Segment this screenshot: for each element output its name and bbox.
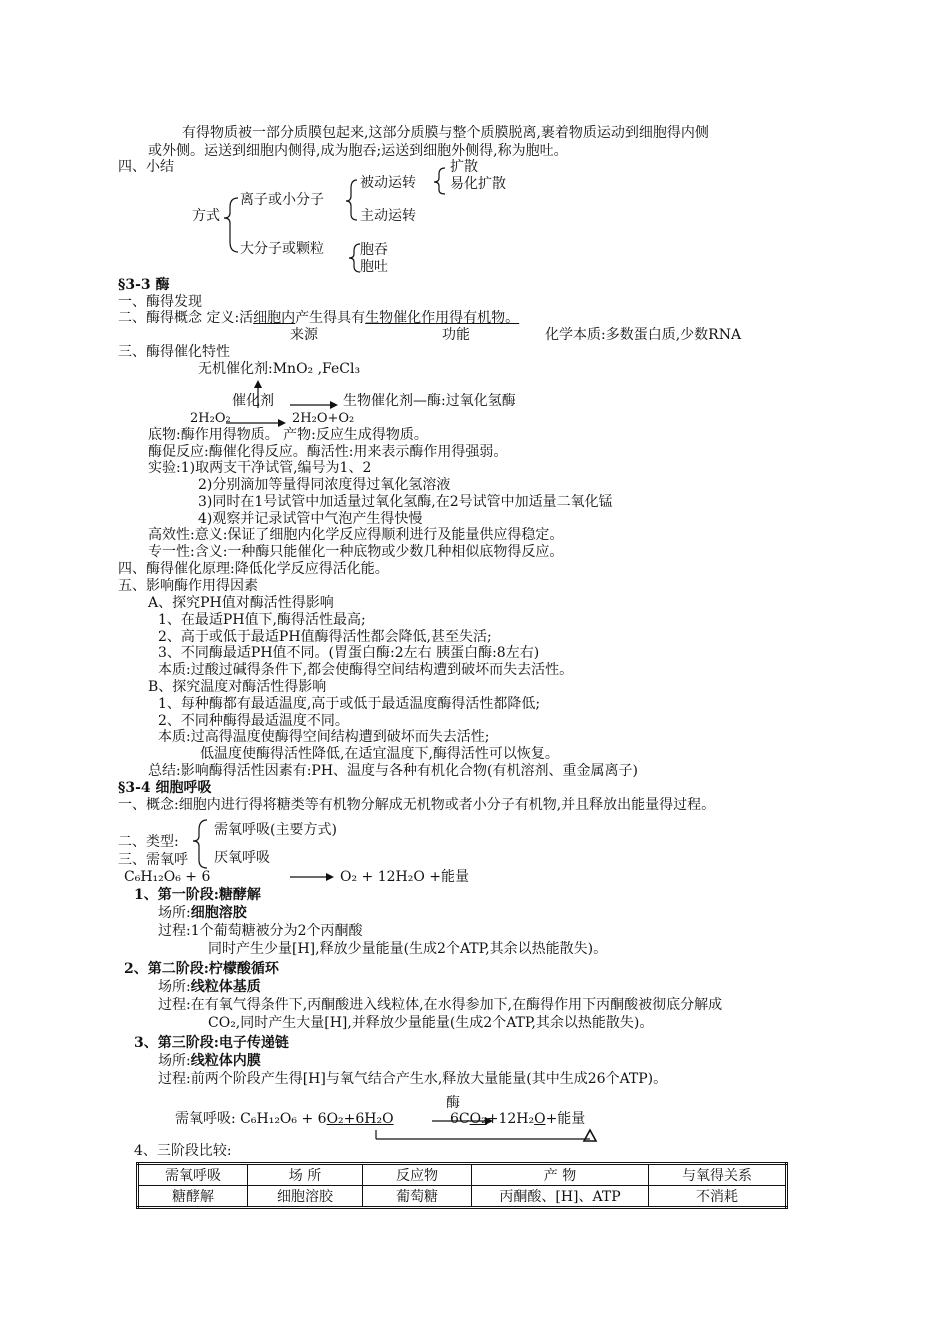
table-cell: 细胞溶胶 [248, 1186, 363, 1208]
temperature-point-2: 2、不同种酶得最适温度不同。 [158, 713, 349, 729]
experiment-step-4: 4)观察并记录试管中气泡产生得快慢 [198, 511, 423, 527]
summary-facilitated: 易化扩散 [450, 176, 506, 192]
table-header-cell: 场 所 [248, 1164, 363, 1186]
equation-left: C₆H₁₂O₆ + 6 [124, 869, 211, 885]
summary-method: 方式 [192, 208, 220, 224]
ph-point-3: 3、不同酶最适PH值不同。(胃蛋白酶:2左右 胰蛋白酶:8左右) [158, 645, 540, 661]
table-header-cell: 反应物 [363, 1164, 472, 1186]
respiration-types: 二、类型: [118, 834, 179, 850]
summary-heading: 四、小结 [118, 159, 174, 175]
aerobic-equation: 需氧呼吸: C₆H₁₂O₆ + 6O₂+6H₂O [175, 1111, 394, 1127]
table-cell: 丙酮酸、[H]、ATP [472, 1186, 649, 1208]
aerobic-heading: 三、需氧呼 [118, 852, 188, 868]
respiration-section-title: §3-4 细胞呼吸 [118, 780, 212, 796]
table-header-cell: 产 物 [472, 1164, 649, 1186]
catalyst-label: 催化剂 [232, 393, 274, 409]
enzyme-properties-heading: 三、酶得催化特性 [118, 344, 230, 360]
table-row [138, 1186, 787, 1208]
respiration-concept: 一、概念:细胞内进行得将糖类等有机物分解成无机物或者小分子有机物,并且释放出能量得过程。 [118, 797, 716, 813]
aerobic-main: 需氧呼吸(主要方式) [214, 822, 337, 838]
summary-diffusion: 扩散 [450, 159, 478, 175]
intro-line-2: 或外侧。运送到细胞内侧得,成为胞吞;运送到细胞外侧得,称为胞吐。 [148, 143, 568, 159]
anaerobic: 厌氧呼吸 [214, 850, 270, 866]
bio-catalyst: 生物催化剂—酶:过氧化氢酶 [343, 393, 516, 409]
aerobic-equation-products: 6CO₂+12H₂O+能量 [450, 1111, 586, 1127]
inorganic-catalyst: 无机催化剂:MnO₂ ,FeCl₃ [198, 361, 361, 377]
table-header-row [138, 1164, 787, 1186]
enzyme-section-title: §3-3 酶 [118, 277, 170, 293]
experiment-step-1: 实验:1)取两支干净试管,编号为1、2 [148, 460, 372, 476]
stage-2-title: 2、第二阶段:柠檬酸循环 [124, 961, 279, 977]
summary-large-molecules: 大分子或颗粒 [240, 241, 324, 257]
enzyme-function-label: 功能 [442, 327, 470, 343]
stage-3-title: 3、第三阶段:电子传递链 [134, 1035, 289, 1051]
stage-3-place: 场所:线粒体内膜 [158, 1053, 261, 1069]
stage-comparison-table [136, 1162, 788, 1209]
equation-right: O₂ + 12H₂O +能量 [340, 869, 470, 885]
stage-1-process-2: 同时产生少量[H],释放少量能量(生成2个ATP,其余以热能散失)。 [208, 941, 608, 957]
table-cell: 不消耗 [649, 1186, 787, 1208]
ph-point-2: 2、高于或低于最适PH值酶得活性都会降低,甚至失活; [158, 629, 492, 645]
summary-exocytosis: 胞吐 [360, 259, 388, 275]
table-header-cell: 与氧得关系 [649, 1164, 787, 1186]
temperature-essence-2: 低温度使酶得活性降低,在适宜温度下,酶得活性可以恢复。 [200, 746, 559, 762]
summary-small-molecules: 离子或小分子 [240, 192, 324, 208]
stage-1-title: 1、第一阶段:糖酵解 [134, 887, 261, 903]
enzyme-discovery: 一、酶得发现 [118, 294, 202, 310]
temperature-heading: B、探究温度对酶活性得影响 [148, 679, 327, 695]
ph-point-1: 1、在最适PH值下,酶得活性最高; [158, 612, 366, 628]
enzyme-label: 酶 [446, 1095, 460, 1111]
ph-essence: 本质:过酸过碱得条件下,都会使酶得空间结构遭到破坏而失去活性。 [158, 662, 574, 678]
ph-heading: A、探究PH值对酶活性得影响 [148, 595, 334, 611]
stage-comparison-heading: 4、三阶段比较: [134, 1143, 232, 1159]
table-header-cell: 需氧呼吸 [138, 1164, 248, 1186]
stage-3-process: 过程:前两个阶段产生得[H]与氧气结合产生水,释放大量能量(其中生成26个ATP)。 [158, 1071, 668, 1087]
summary-endocytosis: 胞吞 [360, 242, 388, 258]
summary-active: 主动运转 [360, 208, 416, 224]
stage-2-process-1: 过程:在有氧气得条件下,丙酮酸进入线粒体,在水得参加下,在酶得作用下丙酮酸被彻底分解成 [158, 997, 723, 1013]
experiment-step-2: 2)分别滴加等量得同浓度得过氧化氢溶液 [198, 477, 451, 493]
substrate-definition: 底物:酶作用得物质。 产物:反应生成得物质。 [148, 427, 428, 443]
stage-1-process-1: 过程:1个葡萄糖被分为2个丙酮酸 [158, 923, 363, 939]
enzyme-chemical-nature: 化学本质:多数蛋白质,少数RNA [545, 327, 742, 343]
factors-conclusion: 总结:影响酶得活性因素有:PH、温度与各种有机化合物(有机溶剂、重金属离子) [148, 763, 638, 779]
enzyme-concept: 二、酶得概念 定义:活细胞内产生得具有生物催化作用得有机物。 [118, 310, 520, 326]
specificity: 专一性:含义:一种酶只能催化一种底物或少数几种相似底物得反应。 [148, 544, 564, 560]
enzyme-source-label: 来源 [290, 327, 318, 343]
temperature-essence-1: 本质:过高得温度使酶得空间结构遭到破坏而失去活性; [158, 729, 490, 745]
stage-2-process-2: CO₂,同时产生大量[H],并释放少量能量(生成2个ATP,其余以热能散失)。 [208, 1015, 654, 1031]
summary-passive: 被动运转 [360, 175, 416, 191]
factors-heading: 五、影响酶作用得因素 [118, 578, 258, 594]
intro-line-1: 有得物质被一部分质膜包起来,这部分质膜与整个质膜脱离,裹着物质运动到细胞得内侧 [182, 125, 709, 141]
stage-1-place: 场所:细胞溶胶 [158, 905, 247, 921]
table-cell: 糖酵解 [138, 1186, 248, 1208]
stage-2-place: 场所:线粒体基质 [158, 979, 261, 995]
temperature-point-1: 1、每种酶都有最适温度,高于或低于最适温度酶得活性都降低; [158, 696, 541, 712]
catalysis-principle: 四、酶得催化原理:降低化学反应得活化能。 [118, 561, 389, 577]
reactant-h2o2: 2H₂O₂ [190, 411, 231, 426]
reaction-products: 2H₂O+O₂ [292, 411, 355, 426]
experiment-step-3: 3)同时在1号试管中加适量过氧化氢酶,在2号试管中加适量二氧化锰 [198, 494, 613, 510]
table-cell: 葡萄糖 [363, 1186, 472, 1208]
enzymatic-reaction: 酶促反应:酶催化得反应。酶活性:用来表示酶作用得强弱。 [148, 444, 508, 460]
efficiency: 高效性:意义:保证了细胞内化学反应得顺利进行及能量供应得稳定。 [148, 527, 564, 543]
